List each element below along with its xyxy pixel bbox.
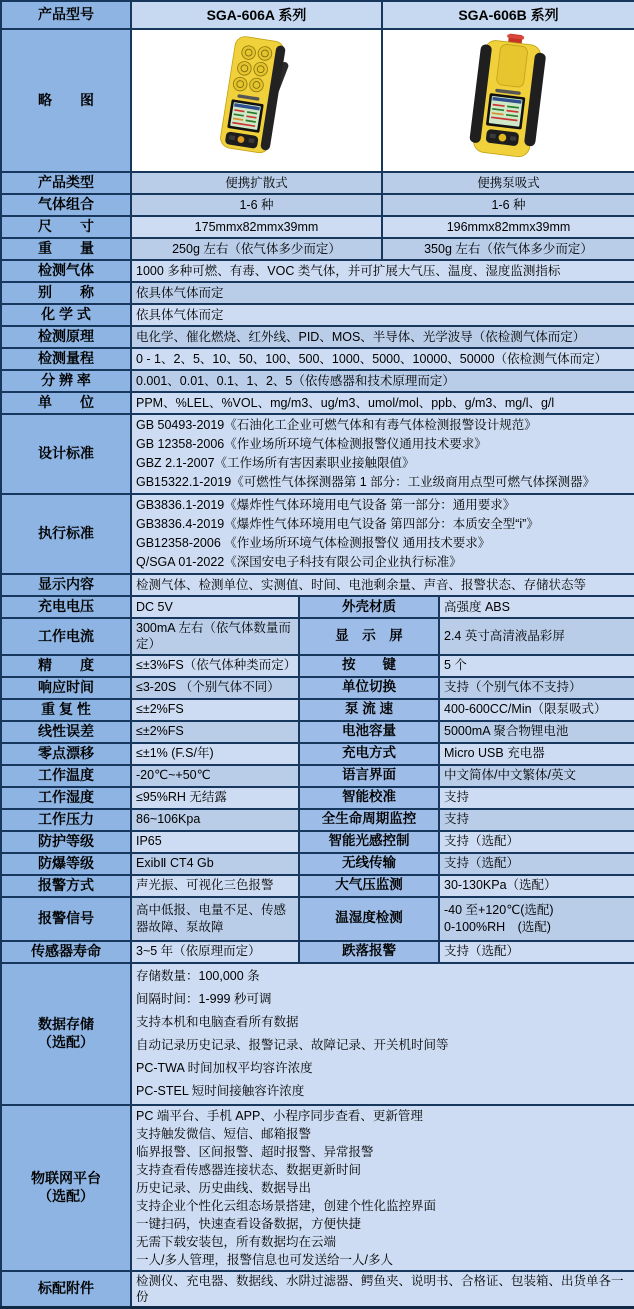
spec-label: 外壳材质 [299,596,439,618]
feature-line: 历史记录、历史曲线、数据导出 [136,1180,312,1195]
spec-value: 依具体气体而定 [131,304,634,326]
design-standards-list [131,414,634,494]
spec-value: DC 5V [131,596,299,618]
spec-label: 无线传输 [299,853,439,875]
spec-label: 执行标准 [1,494,131,574]
spec-value: ≤±2%FS [131,721,299,743]
spec-label: 分 辨 率 [1,370,131,392]
spec-value: ≤±1% (F.S/年) [131,743,299,765]
spec-label: 气体组合 [1,194,131,216]
spec-value: IP65 [131,831,299,853]
row-standard-accessories [1,1271,634,1308]
feature-line: 存储数量：100,000 条 [136,968,260,983]
spec-label: 大气压监测 [299,875,439,897]
spec-label: 跌落报警 [299,941,439,963]
row-dimensions [1,216,634,238]
feature-line: 支持企业个性化云组态场景搭建，创建个性化监控界面 [136,1198,437,1213]
row-chemical-formula [1,304,634,326]
row-product-model [1,1,634,29]
spec-value: 3~5 年（依原理而定） [131,941,299,963]
row-product-type [1,172,634,194]
value-series-b: 便携泵吸式 [382,172,634,194]
row-display-content [1,574,634,596]
feature-line: 临界报警、区间报警、超时报警、异常报警 [136,1144,374,1159]
feature-line: PC 端平台、手机 APP、小程序同步查看、更新管理 [136,1108,423,1123]
std-line: GB3836.1-2019《爆炸性气体环境用电气设备 第一部分：通用要求》 [136,498,516,512]
spec-value: 2.4 英寸高清液晶彩屏 [439,618,634,655]
row-iot-platform [1,1105,634,1271]
data-storage-list [131,963,634,1105]
spec-value: 支持（选配） [439,941,634,963]
sga-606b-device-photo [445,31,573,165]
spec-value-multiline [439,897,634,941]
spec-label: 按 键 [299,655,439,677]
spec-value: 支持 [439,787,634,809]
row-working-humidity [1,787,634,809]
row-resolution [1,370,634,392]
row-detection-range [1,348,634,370]
sketch-cell-b [382,29,634,172]
spec-label: 显示内容 [1,574,131,596]
series-b-header: SGA-606B 系列 [382,1,634,29]
row-alarm-mode [1,875,634,897]
spec-label: 化 学 式 [1,304,131,326]
series-a-header: SGA-606A 系列 [131,1,382,29]
row-explosion-proof-rating [1,853,634,875]
spec-label: 防护等级 [1,831,131,853]
spec-value: 1000 多种可燃、有毒、VOC 类气体，并可扩展大气压、温度、湿度监测指标 [131,260,634,282]
std-line: Q/SGA 01-2022《深国安电子科技有限公司企业执行标准》 [136,555,462,569]
spec-value: 0 - 1、2、5、10、50、100、500、1000、5000、10000、50000（依检测气体而定） [131,348,634,370]
spec-value: 高强度 ABS [439,596,634,618]
product-model-label: 产品型号 [1,1,131,29]
value-series-b: 350g 左右（依气体多少而定） [382,238,634,260]
spec-value: 支持 [439,809,634,831]
std-line: GB12358-2006 《作业场所环境气体检测报警仪 通用技术要求》 [136,536,491,550]
spec-label: 智能光感控制 [299,831,439,853]
spec-value: 支持（选配） [439,853,634,875]
spec-label: 响应时间 [1,677,131,699]
row-linearity-error [1,721,634,743]
row-zero-drift [1,743,634,765]
spec-value: 30-130KPa（选配） [439,875,634,897]
spec-label: 智能校准 [299,787,439,809]
spec-label: 工作湿度 [1,787,131,809]
row-sketch [1,29,634,172]
std-line: GB 12358-2006《作业场所环境气体检测报警仪通用技术要求》 [136,437,487,451]
spec-value: ≤±3%FS（依气体种类而定） [131,655,299,677]
feature-line: 支持查看传感器连接状态、数据更新时间 [136,1162,362,1177]
spec-label: 别 称 [1,282,131,304]
spec-value: ≤3-20S （个别气体不同） [131,677,299,699]
spec-value: 检测气体、检测单位、实测值、时间、电池剩余量、声音、报警状态、存储状态等 [131,574,634,596]
row-detection-principle [1,326,634,348]
spec-value: 声光振、可视化三色报警 [131,875,299,897]
spec-label: 工作压力 [1,809,131,831]
value-line: 0-100%RH (选配) [444,919,551,934]
row-weight [1,238,634,260]
label-line: 数据存储 [38,1016,94,1032]
feature-line: PC-TWA 时间加权平均容许浓度 [136,1060,313,1075]
spec-label: 充电电压 [1,596,131,618]
feature-line: 间隔时间：1-999 秒可调 [136,991,272,1006]
spec-label: 线性误差 [1,721,131,743]
spec-label: 充电方式 [299,743,439,765]
row-repeatability [1,699,634,721]
row-executive-standards [1,494,634,574]
row-sensor-life [1,941,634,963]
spec-value: 高中低报、电量不足、传感器故障、泵故障 [131,897,299,941]
spec-label: 全生命周期监控 [299,809,439,831]
label-line: （选配） [38,1033,94,1050]
spec-label: 产品类型 [1,172,131,194]
std-line: GB 50493-2019《石油化工企业可燃气体和有毒气体检测报警设计规范》 [136,418,537,432]
executive-standards-list [131,494,634,574]
value-series-a: 便携扩散式 [131,172,382,194]
feature-line: 支持本机和电脑查看所有数据 [136,1014,299,1029]
spec-label: 设计标准 [1,414,131,494]
spec-label: 防爆等级 [1,853,131,875]
value-series-b: 1-6 种 [382,194,634,216]
spec-label: 检测量程 [1,348,131,370]
feature-line: 自动记录历史记录、报警记录、故障记录、开关机时间等 [136,1037,449,1052]
label-line: 物联网平台 [31,1170,101,1186]
spec-value: 中文简体/中文繁体/英文 [439,765,634,787]
spec-label: 泵 流 速 [299,699,439,721]
row-charge-voltage [1,596,634,618]
spec-value: ≤95%RH 无结露 [131,787,299,809]
spec-value: Micro USB 充电器 [439,743,634,765]
spec-value: 300mA 左右（依气体数量而定） [131,618,299,655]
value-series-b: 196mmx82mmx39mm [382,216,634,238]
value-series-a: 175mmx82mmx39mm [131,216,382,238]
std-line: GB3836.4-2019《爆炸性气体环境用电气设备 第四部分：本质安全型“i”》 [136,517,539,531]
spec-label: 重 量 [1,238,131,260]
sketch-label: 略 图 [1,29,131,172]
spec-value: 5 个 [439,655,634,677]
spec-value: ≤±2%FS [131,699,299,721]
value-line: -40 至+120℃(选配) [444,903,554,918]
spec-label: 工作温度 [1,765,131,787]
spec-label: 电池容量 [299,721,439,743]
spec-label: 精 度 [1,655,131,677]
spec-value: 检测仪、充电器、数据线、水阱过滤器、鳄鱼夹、说明书、合格证、包装箱、出货单各一份 [131,1271,634,1308]
value-series-a: 250g 左右（依气体多少而定） [131,238,382,260]
spec-label: 标配附件 [1,1271,131,1308]
spec-value: 依具体气体而定 [131,282,634,304]
spec-label: 温湿度检测 [299,897,439,941]
row-working-temperature [1,765,634,787]
spec-value: PPM、%LEL、%VOL、mg/m3、ug/m3、umol/mol、ppb、g/m3、mg/l、g/l [131,392,634,414]
row-alias [1,282,634,304]
feature-line: 无需下载安装包，所有数据均在云端 [136,1234,337,1249]
row-alarm-signal [1,897,634,941]
spec-label: 单 位 [1,392,131,414]
feature-line: PC-STEL 短时间接触容许浓度 [136,1083,305,1098]
row-design-standards [1,414,634,494]
spec-label: 检测原理 [1,326,131,348]
spec-value: -20℃~+50℃ [131,765,299,787]
row-units [1,392,634,414]
row-response-time [1,677,634,699]
spec-label: 尺 寸 [1,216,131,238]
row-protection-rating [1,831,634,853]
feature-line: 一键扫码，快速查看设备数据，方便快捷 [136,1216,362,1231]
row-working-pressure [1,809,634,831]
feature-line: 支持触发微信、短信、邮箱报警 [136,1126,312,1141]
row-gas-combination [1,194,634,216]
spec-label [1,963,131,1105]
std-line: GB15322.1-2019《可燃性气体探测器第 1 部分：工业级商用点型可燃气体探测器》 [136,475,596,489]
spec-value: 电化学、催化燃烧、红外线、PID、MOS、半导体、光学波导（依检测气体而定） [131,326,634,348]
spec-label: 显 示 屏 [299,618,439,655]
spec-label: 检测气体 [1,260,131,282]
row-detected-gases [1,260,634,282]
value-series-a: 1-6 种 [131,194,382,216]
spec-label: 重 复 性 [1,699,131,721]
row-working-current [1,618,634,655]
spec-label: 报警信号 [1,897,131,941]
spec-value: 86~106Kpa [131,809,299,831]
spec-value: 400-600CC/Min（限泵吸式） [439,699,634,721]
row-data-storage [1,963,634,1105]
spec-value: ExibⅡ CT4 Gb [131,853,299,875]
spec-value: 5000mA 聚合物锂电池 [439,721,634,743]
label-line: （选配） [38,1187,94,1204]
spec-value: 支持（个别气体不支持） [439,677,634,699]
row-accuracy [1,655,634,677]
spec-label: 零点漂移 [1,743,131,765]
sga-606a-device-photo [193,31,321,165]
feature-line: 一人/多人管理，报警信息也可发送给一人/多人 [136,1252,393,1267]
spec-label [1,1105,131,1271]
spec-label: 单位切换 [299,677,439,699]
spec-label: 传感器寿命 [1,941,131,963]
sketch-cell-a [131,29,382,172]
spec-value: 支持（选配） [439,831,634,853]
spec-label: 工作电流 [1,618,131,655]
iot-platform-list [131,1105,634,1271]
spec-value: 0.001、0.01、0.1、1、2、5（依传感器和技术原理而定） [131,370,634,392]
spec-label: 语言界面 [299,765,439,787]
spec-label: 报警方式 [1,875,131,897]
std-line: GBZ 2.1-2007《工作场所有害因素职业接触限值》 [136,456,415,470]
